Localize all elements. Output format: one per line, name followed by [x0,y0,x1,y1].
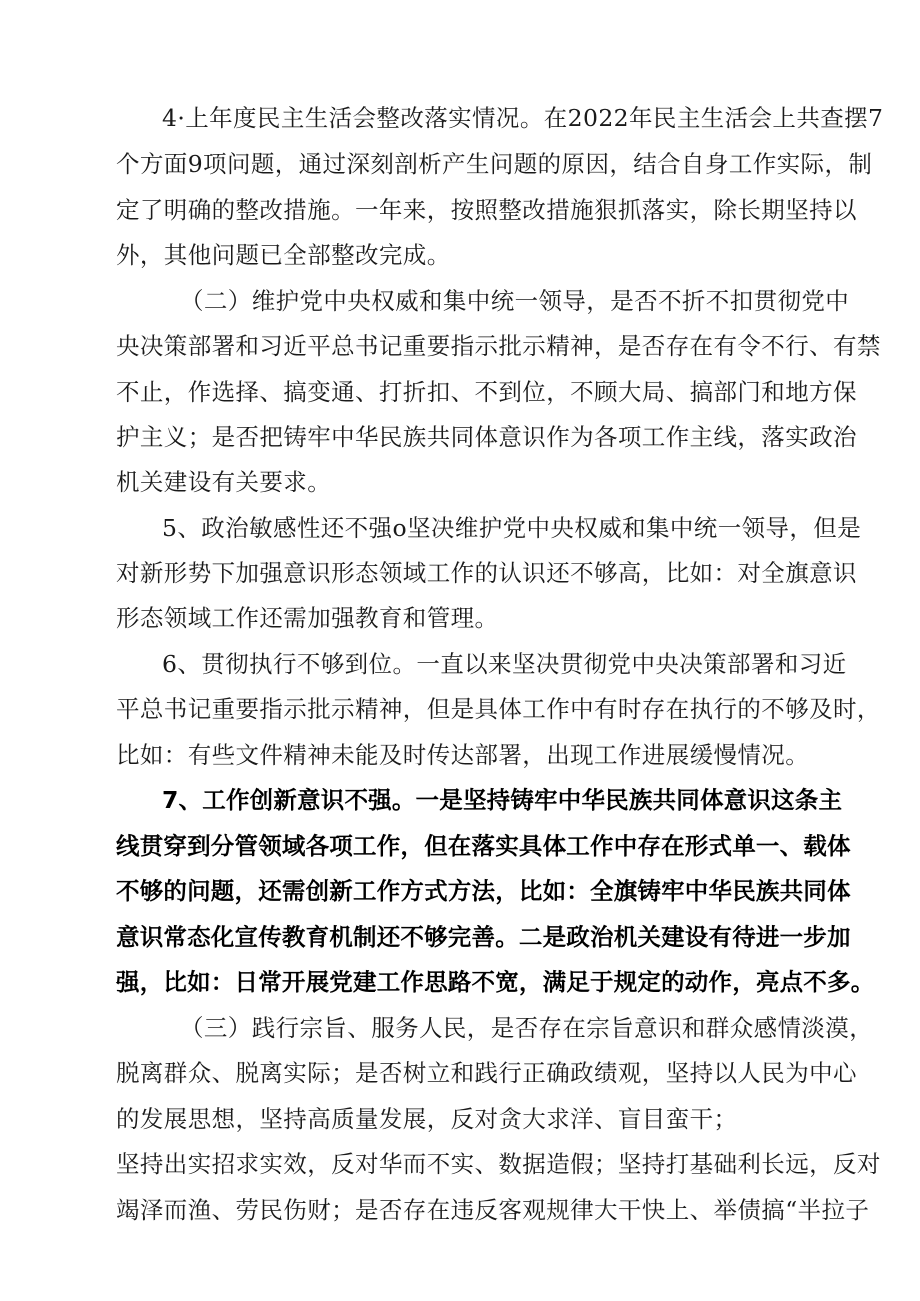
paragraph-6-line-1: 6、贯彻执行不够到位。一直以来坚决贯彻党中央决策部署和习近 [162,650,847,678]
section-3-heading-line-3: 的发展思想，坚持高质量发展，反对贪大求洋、盲目蛮干； [116,1105,738,1133]
section-2-heading-line-5: 机关建设有关要求。 [116,468,332,496]
paragraph-7-line-2: 线贯穿到分管领域各项工作，但在落实具体工作中存在形式单一、载体 [116,832,851,860]
paragraph-5-line-3: 形态领域工作还需加强教育和管理。 [116,604,499,632]
paragraph-7-line-1: 7、工作创新意识不强。一是坚持铸牢中华民族共同体意识这条主 [162,786,843,814]
section-3-heading-line-1: （三）践行宗旨、服务人民，是否存在宗旨意识和群众感情淡漠， [180,1014,874,1042]
section-3-heading-line-4: 坚持出实招求实效，反对华而不实、数据造假；坚持打基础利长远，反对 [116,1150,881,1178]
paragraph-6-line-3: 比如：有些文件精神未能及时传达部署，出现工作进展缓慢情况。 [116,741,810,769]
paragraph-5-line-1: 5、政治敏感性还不强o坚决维护党中央权威和集中统一领导，但是 [162,514,862,542]
paragraph-7-line-5: 强，比如：日常开展党建工作思路不宽，满足于规定的动作，亮点不多。 [116,968,875,996]
section-3-heading-line-2: 脱离群众、脱离实际；是否树立和践行正确政绩观，坚持以人民为中心 [116,1059,857,1087]
section-2-heading-line-2: 央决策部署和习近平总书记重要指示批示精神，是否存在有令不行、有禁 [116,332,881,360]
section-2-heading-line-4: 护主义；是否把铸牢中华民族共同体意识作为各项工作主线，落实政治 [116,423,857,451]
section-3-heading-line-5: 竭泽而渔、劳民伤财；是否存在违反客观规律大干快上、举债搞“半拉子 [116,1196,870,1224]
paragraph-6-line-2: 平总书记重要指示批示精神，但是具体工作中有时存在执行的不够及时， [116,695,881,723]
paragraph-4-line-2: 个方面9项问题，通过深刻剖析产生问题的原因，结合自身工作实际，制 [116,150,873,178]
paragraph-7-line-3: 不够的问题，还需创新工作方式方法，比如：全旗铸牢中华民族共同体 [116,877,851,905]
paragraph-5-line-2: 对新形势下加强意识形态领域工作的认识还不够高，比如：对全旗意识 [116,559,857,587]
section-2-heading-line-3: 不止，作选择、搞变通、打折扣、不到位，不顾大局、搞部门和地方保 [116,378,857,406]
paragraph-4-line-1: 4·上年度民主生活会整改落实情况。在2022年民主生活会上共查摆7 [162,104,884,132]
paragraph-4-line-3: 定了明确的整改措施。一年来，按照整改措施狠抓落实，除长期坚持以 [116,196,857,224]
paragraph-7-line-4: 意识常态化宣传教育机制还不够完善。二是政治机关建设有待进一步加 [116,923,851,951]
paragraph-4-line-4: 外，其他问题已全部整改完成。 [116,241,451,269]
section-2-heading-line-1: （二）维护党中央权威和集中统一领导，是否不折不扣贯彻党中 [180,287,850,315]
